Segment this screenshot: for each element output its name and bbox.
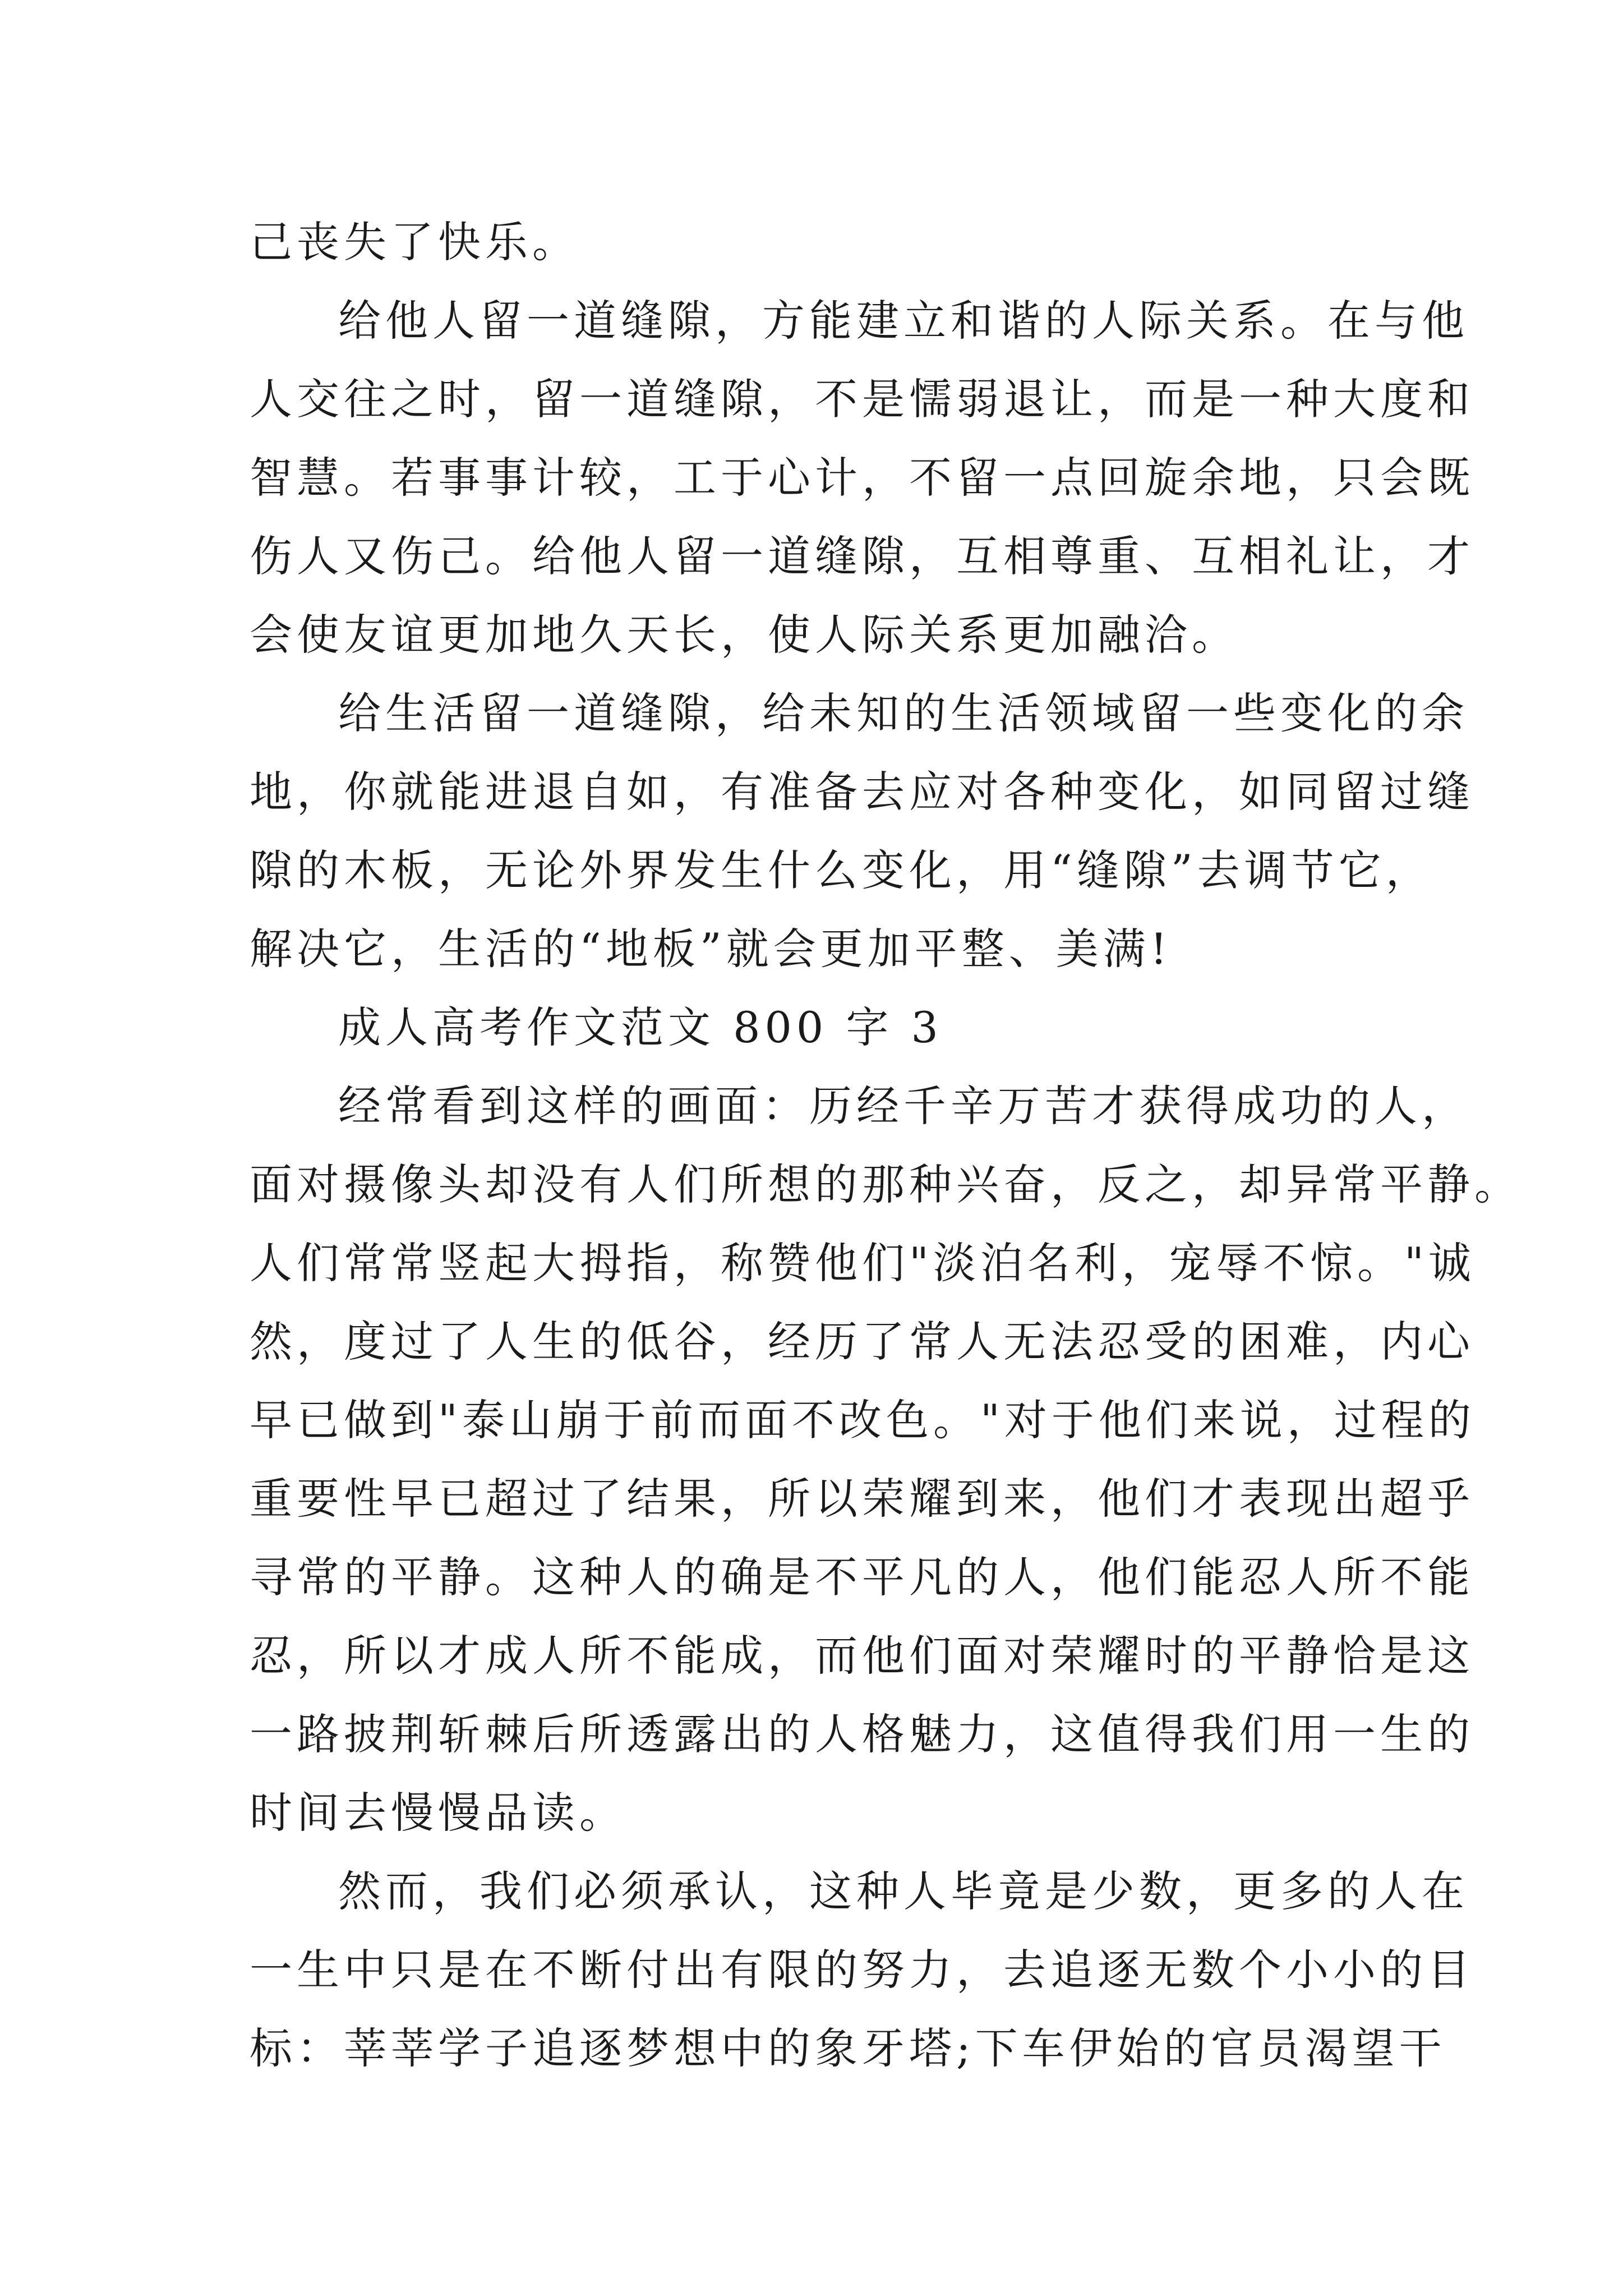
text-line: 人交往之时，留一道缝隙，不是懦弱退让，而是一种大度和 xyxy=(250,374,1474,424)
text-line: 会使友谊更加地久天长，使人际关系更加融洽。 xyxy=(250,610,1239,660)
text-line: 早已做到"泰山崩于前而面不改色。"对于他们来说，过程的 xyxy=(250,1395,1476,1445)
text-line: 伤人又伤己。给他人留一道缝隙，互相尊重、互相礼让，才 xyxy=(250,531,1474,581)
text-line: 忍，所以才成人所不能成，而他们面对荣耀时的平静恰是这 xyxy=(250,1631,1474,1681)
text-line: 给他人留一道缝隙，方能建立和谐的人际关系。在与他 xyxy=(338,296,1469,346)
text-line: 面对摄像头却没有人们所想的那种兴奋，反之，却异常平静。 xyxy=(250,1159,1521,1209)
text-line: 重要性早已超过了结果，所以荣耀到来，他们才表现出超乎 xyxy=(250,1474,1474,1524)
text-line: 标：莘莘学子追逐梦想中的象牙塔;下车伊始的官员渴望干 xyxy=(250,2023,1446,2073)
text-line: 然而，我们必须承认，这种人毕竟是少数，更多的人在 xyxy=(338,1866,1469,1916)
text-line: 人们常常竖起大拇指，称赞他们"淡泊名利，宠辱不惊。"诚 xyxy=(250,1238,1476,1288)
text-line: 时间去慢慢品读。 xyxy=(250,1788,626,1838)
text-line: 给生活留一道缝隙，给未知的生活领域留一些变化的余 xyxy=(338,688,1469,738)
text-line: 寻常的平静。这种人的确是不平凡的人，他们能忍人所不能 xyxy=(250,1552,1474,1602)
text-line: 一生中只是在不断付出有限的努力，去追逐无数个小小的目 xyxy=(250,1945,1474,1995)
text-line: 智慧。若事事计较，工于心计，不留一点回旋余地，只会既 xyxy=(250,453,1474,503)
text-line: 然，度过了人生的低谷，经历了常人无法忍受的困难，内心 xyxy=(250,1317,1474,1366)
section-heading: 成人高考作文范文 800 字 3 xyxy=(338,1002,943,1052)
essay-text xyxy=(250,203,1521,2088)
text-line: 地，你就能进退自如，有准备去应对各种变化，如同留过缝 xyxy=(250,767,1474,817)
text-line: 隙的木板，无论外界发生什么变化，用“缝隙”去调节它， xyxy=(250,845,1433,895)
text-line: 经常看到这样的画面：历经千辛万苦才获得成功的人， xyxy=(338,1081,1469,1131)
text-line: 己丧失了快乐。 xyxy=(250,217,579,267)
text-line: 解决它，生活的“地板”就会更加平整、美满! xyxy=(250,924,1172,974)
text-line: 一路披荆斩棘后所透露出的人格魅力，这值得我们用一生的 xyxy=(250,1709,1474,1759)
